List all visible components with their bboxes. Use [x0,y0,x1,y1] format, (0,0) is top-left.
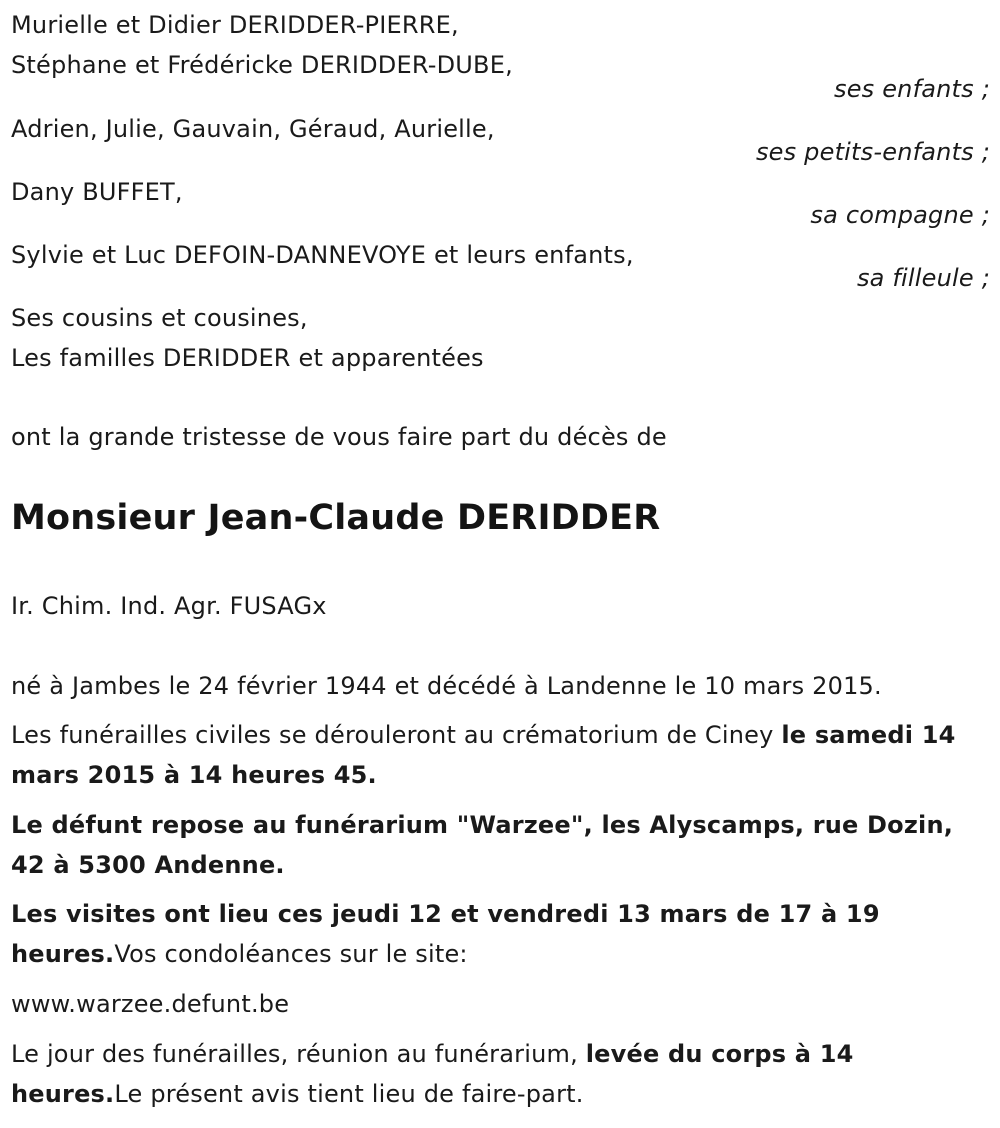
birth-death-line: né à Jambes le 24 février 1944 et décédé à Landenne le 10 mars 2015. [11,672,882,700]
children-role: ses enfants ; [834,75,990,103]
website-link[interactable]: www.warzee.defunt.be [11,990,290,1018]
companion-line: Dany BUFFET, [11,178,183,206]
deceased-name: Monsieur Jean-Claude DERIDDER [11,498,661,538]
closing-text: Le présent avis tient lieu de faire-part. [114,1080,584,1108]
ceremony-date: le samedi 14 mars 2015 à 14 heures 45. [11,721,956,789]
visits-text: Les visites ont lieu ces jeudi 12 et vendredi 13 mars de 17 à 19 heures. [11,900,880,968]
meeting-time: levée du corps à 14 heures. [11,1040,854,1108]
meeting-text: Le jour des funérailles, réunion au funérarium, [11,1040,586,1068]
condolences-text: Vos condoléances sur le site: [114,940,468,968]
families-line: Les familles DERIDDER et apparentées [11,344,484,372]
children-line-1: Murielle et Didier DERIDDER-PIERRE, [11,11,459,39]
deceased-title: Ir. Chim. Ind. Agr. FUSAGx [11,592,327,620]
cousins-line: Ses cousins et cousines, [11,304,308,332]
visits-paragraph [11,894,990,974]
ceremony-text: Les funérailles civiles se dérouleront au crématorium de Ciney [11,721,782,749]
rest-place-paragraph: Le défunt repose au funérarium "Warzee", les Alyscamps, rue Dozin, 42 à 5300 Andenne. [11,811,954,879]
children-line-2: Stéphane et Frédéricke DERIDDER-DUBE, [11,51,513,79]
grandchildren-line: Adrien, Julie, Gauvain, Géraud, Aurielle, [11,115,495,143]
grandchildren-role: ses petits-enfants ; [755,138,990,166]
goddaughter-role: sa filleule ; [856,264,990,292]
announcement-line: ont la grande tristesse de vous faire part du décès de [11,423,667,451]
ceremony-paragraph [11,715,990,795]
goddaughter-line: Sylvie et Luc DEFOIN-DANNEVOYE et leurs enfants, [11,241,634,269]
meeting-paragraph [11,1034,990,1114]
companion-role: sa compagne ; [810,201,990,229]
